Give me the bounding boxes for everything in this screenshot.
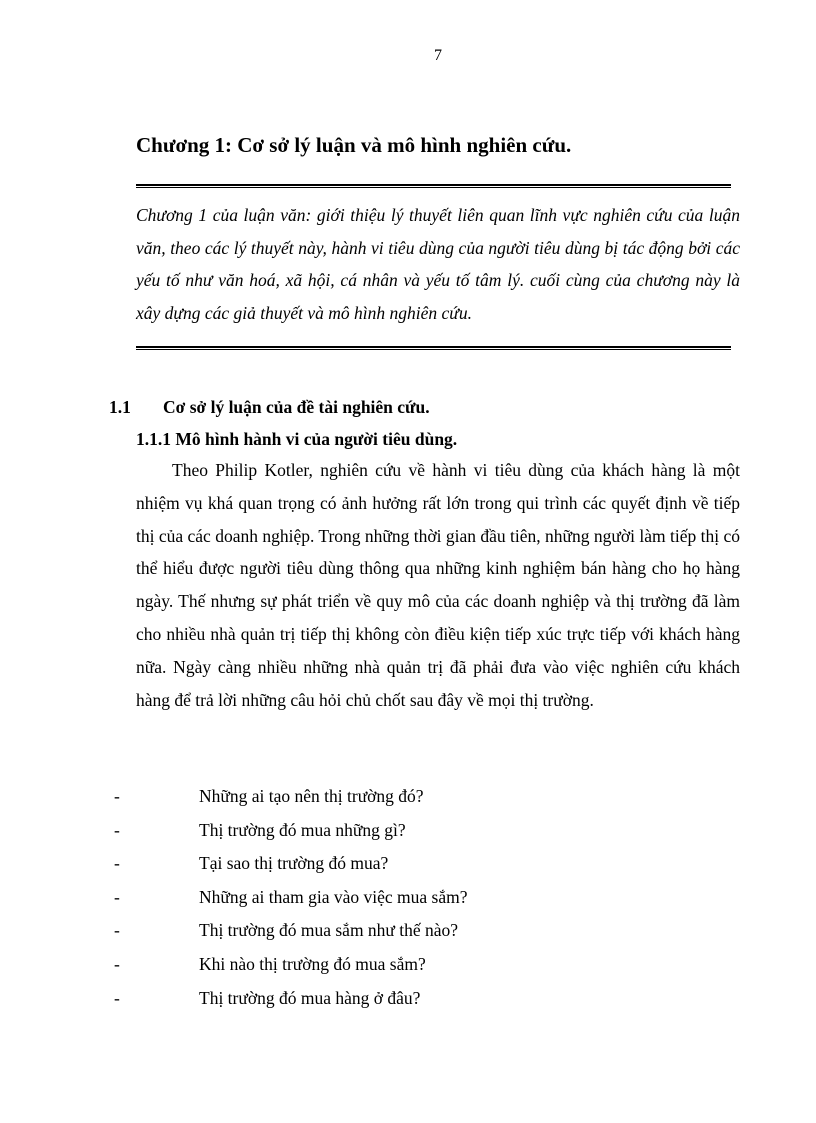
subsection-title: 1.1.1 Mô hình hành vi của người tiêu dùng. xyxy=(136,429,458,449)
list-bullet: - xyxy=(114,853,120,874)
chapter-abstract: Chương 1 của luận văn: giới thiệu lý thuyết liên quan lĩnh vực nghiên cứu của luận văn, theo các lý thuyết này, hành vi tiêu dùng của người tiêu dùng bị tác động bởi các yếu tố như văn hoá, xã hội, cá nhân và yếu tố tâm lý. cuối cùng của chương này là xây dựng các giả thuyết và mô hình nghiên cứu. xyxy=(136,205,740,323)
list-item-text: Thị trường đó mua sắm như thế nào? xyxy=(199,920,459,941)
list-item xyxy=(0,948,816,982)
list-bullet: - xyxy=(114,886,120,907)
list-item xyxy=(0,881,816,915)
divider-top xyxy=(136,184,731,188)
list-item xyxy=(0,780,816,814)
question-list xyxy=(0,780,816,1015)
list-item-text: Thị trường đó mua hàng ở đâu? xyxy=(199,987,421,1008)
list-item xyxy=(0,814,816,848)
list-bullet: - xyxy=(114,786,120,806)
list-item xyxy=(0,847,816,881)
list-bullet: - xyxy=(114,953,120,974)
list-item-text: Thị trường đó mua những gì? xyxy=(199,819,406,840)
section-title: Cơ sở lý luận của đề tài nghiên cứu. xyxy=(163,397,430,417)
divider-bottom xyxy=(136,346,731,350)
list-item-text: Những ai tạo nên thị trường đó? xyxy=(199,786,424,806)
list-item xyxy=(0,914,816,948)
body-paragraph: Theo Philip Kotler, nghiên cứu về hành vi tiêu dùng của khách hàng là một nhiệm vụ khá quan trọng có ảnh hưởng rất lớn trong qui trình các quyết định về tiếp thị của các doanh nghiệp. Trong những thời gian đầu tiên, những người làm tiếp thị có thể hiểu được người tiêu dùng thông qua những kinh nghiệm bán hàng cho họ hàng ngày. Thế nhưng sự phát triển về quy mô của các doanh nghiệp và thị trường đã làm cho nhiều nhà quản trị tiếp thị không còn điều kiện tiếp xúc trực tiếp với khách hàng nữa. Ngày càng nhiều những nhà quản trị đã phải đưa vào việc nghiên cứu khách hàng để trả lời những câu hỏi chủ chốt sau đây về mọi thị trường. xyxy=(136,460,740,710)
list-item xyxy=(0,982,816,1016)
list-item-text: Những ai tham gia vào việc mua sắm? xyxy=(199,886,468,907)
list-item-text: Tại sao thị trường đó mua? xyxy=(199,853,389,874)
list-item-text: Khi nào thị trường đó mua sắm? xyxy=(199,953,426,974)
chapter-title: Chương 1: Cơ sở lý luận và mô hình nghiên cứu. xyxy=(136,133,572,157)
list-bullet: - xyxy=(114,819,120,840)
list-bullet: - xyxy=(114,987,120,1008)
page-number: 7 xyxy=(434,47,442,64)
section-number: 1.1 xyxy=(109,397,131,417)
list-bullet: - xyxy=(114,920,120,941)
